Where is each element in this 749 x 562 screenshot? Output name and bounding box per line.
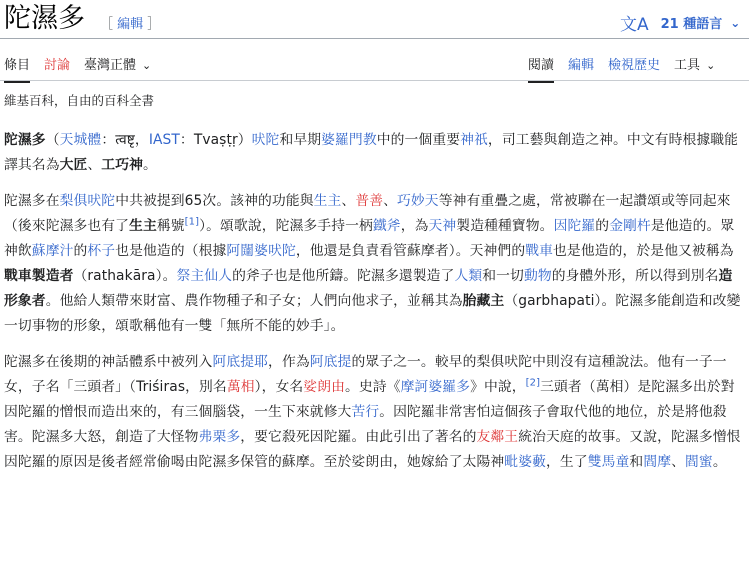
title-divider [0,38,749,39]
text: 和早期 [279,132,322,148]
link-devanagari[interactable]: 天城體 [59,132,102,148]
language-button[interactable] [620,10,740,35]
link-brahmanism[interactable]: 婆羅門教 [321,132,377,148]
text: ， [134,132,149,148]
text: ，作為 [268,354,310,370]
link-vajra[interactable]: 金剛杵 [609,218,651,234]
text: 》中說， [470,379,526,395]
paragraph-3 [4,350,742,475]
view-tabs [528,54,729,83]
link-adityas[interactable]: 阿底提耶 [212,354,269,370]
bold-term: 陀濕多 [4,132,46,148]
text: 。史詩《 [345,379,401,395]
devanagari-text: त्वष्टृ [115,132,135,148]
reference-1[interactable]: [1] [184,216,200,228]
text: ： [101,132,116,148]
link-human[interactable]: 人類 [454,268,483,284]
text: 。因陀羅非常害怕這個孩子會取代他的地位，於是將他殺害。陀濕多大怒，創造了大怪物 [4,404,727,445]
link-iast[interactable]: IAST [148,132,180,148]
tools-dropdown[interactable] [674,54,715,83]
tab-article[interactable]: 條目 [4,54,30,83]
text: 的眾子之一。較早的梨俱吠陀中則沒有這種說法。他有一子一女，子名「三頭者」（Triśiras，別名 [4,354,727,395]
reference-2[interactable]: [2] [525,377,541,389]
tab-edit[interactable]: 編輯 [568,58,595,73]
text: ，要它殺死因陀羅。由此引出了著名的 [240,429,477,445]
tabs-divider [0,80,749,81]
text: 陀濕多在後期的神話體系中被列入 [4,354,213,370]
tab-history[interactable]: 檢視歷史 [608,58,661,73]
tools-label: 工具 [674,58,701,73]
text: ，他還是負責看管蘇摩者）。天神們的 [295,243,526,259]
text: 也是他造的，於是他又被稱為 [553,243,734,259]
text: 和 [629,454,644,470]
text: 、 [87,157,102,173]
text: 中的一個重要 [376,132,461,148]
link-axe[interactable]: 鐵斧 [372,218,401,234]
text: 中共被提到65次。該神的功能與 [115,193,314,209]
bold-term: 生主 [129,218,157,234]
edit-link[interactable]: 編輯 [117,17,144,32]
link-ashvins[interactable]: 雙馬童 [587,454,630,470]
redlink-nahusha[interactable]: 友鄰王 [476,429,519,445]
link-vritra[interactable]: 弗栗多 [198,429,241,445]
link-animal[interactable]: 動物 [523,268,552,284]
tab-talk[interactable]: 討論 [44,58,71,73]
text: 、 [671,454,686,470]
link-deva[interactable]: 天神 [428,218,457,234]
chevron-down-icon: ⌄ [730,15,741,30]
text: ） [237,132,252,148]
text: （ [45,132,60,148]
link-deity[interactable]: 神祇 [460,132,488,148]
bold-term: 戰車製造者 [4,268,74,284]
text: （rathakāra）。 [73,268,177,284]
link-cup[interactable]: 杯子 [87,243,116,259]
text: ，為 [400,218,429,234]
text: （garbhapati）。陀濕多能創造和改變一切事物的形象，頌歌稱他有一雙「無所不能的妙手」。 [4,293,741,334]
chevron-down-icon: ⌄ [142,59,152,72]
language-icon: 文A [620,15,649,35]
link-yama[interactable]: 閻摩 [643,454,672,470]
link-brihaspati[interactable]: 祭主仙人 [176,268,233,284]
text: 也是他造的（根據 [115,243,227,259]
text: 陀濕多在 [4,193,60,209]
link-indra[interactable]: 因陀羅 [553,218,596,234]
tab-read[interactable]: 閱讀 [528,54,554,83]
text: 的斧子也是他所鑄。陀濕多還製造了 [232,268,455,284]
redlink-vishvarupa[interactable]: 萬相 [226,379,255,395]
link-yami[interactable]: 閻蜜 [685,454,713,470]
link-savitr[interactable]: 生主 [313,193,342,209]
namespace-tabs [4,54,165,83]
link-vishvakarma[interactable]: 巧妙天 [397,193,439,209]
text: 。 [143,157,157,173]
bold-term: 工巧神 [101,157,143,173]
text: ： [179,132,194,148]
language-count: 21 種語言 [660,17,723,32]
text: 。他給人類帶來財富、農作物種子和子女；人們向他求子，並稱其為 [45,293,463,309]
text: 、 [383,193,398,209]
text: 的身體外形，所以得到別名 [551,268,719,284]
link-aditi[interactable]: 阿底提 [309,354,352,370]
text: 是他造的。眾神飲 [4,218,735,259]
article-body [4,128,742,486]
variant-dropdown[interactable] [84,54,151,83]
page-title: 陀濕多 [4,3,85,34]
paragraph-2 [4,189,742,339]
text: 統治天庭的故事。又說，陀濕多憎恨因陀羅的原因是後者經常偷喝由陀濕多保管的蘇摩。至於娑朗由，她嫁給了太陽神 [4,429,741,470]
redlink-pushan[interactable]: 普善 [355,193,384,209]
text: ，生了 [546,454,588,470]
text: 三頭者（萬相）是陀濕多出於對因陀羅的憎恨而造出來的，有三個腦袋，一生下來就修大 [4,379,735,420]
text: 的 [595,218,610,234]
text: 稱號 [156,218,185,234]
link-tapas[interactable]: 苦行 [351,404,380,420]
text: 、 [341,193,356,209]
text: 的 [73,243,88,259]
bold-term: 胎藏主 [462,293,505,309]
link-chariot[interactable]: 戰車 [525,243,554,259]
text: 等神有重疊之處，常被聯在一起讚頌或等同起來（後來陀濕多也有了 [4,193,731,234]
link-soma[interactable]: 蘇摩汁 [31,243,74,259]
text: 製造種種寶物。 [456,218,554,234]
variant-label: 臺灣正體 [84,58,137,73]
redlink-saranyu[interactable]: 娑朗由 [303,379,345,395]
link-vivasvat[interactable]: 毗婆藪 [504,454,546,470]
bold-term: 大匠 [59,157,88,173]
link-atharvaveda[interactable]: 阿闥婆吠陀 [226,243,296,259]
site-tagline: 維基百科，自由的百科全書 [4,93,155,108]
text: 。 [712,454,727,470]
edit-section-link[interactable]: ［ 編輯 ］ [100,17,161,32]
paragraph-1 [4,128,742,178]
bold-term: 造形象者 [4,268,733,309]
text: ）。頌歌說，陀濕多手持一柄 [199,218,373,234]
text: ，司工藝與創造之神。中文有時根據職能譯其名為 [4,132,739,173]
text: ），女名 [254,379,304,395]
chevron-down-icon: ⌄ [706,59,716,72]
iast-text: Tvaṣṭṛ [193,132,238,148]
text: 和一切 [482,268,524,284]
link-vedas[interactable]: 吠陀 [251,132,280,148]
link-rigveda[interactable]: 梨俱吠陀 [59,193,116,209]
link-mahabharata[interactable]: 摩訶婆羅多 [400,379,471,395]
